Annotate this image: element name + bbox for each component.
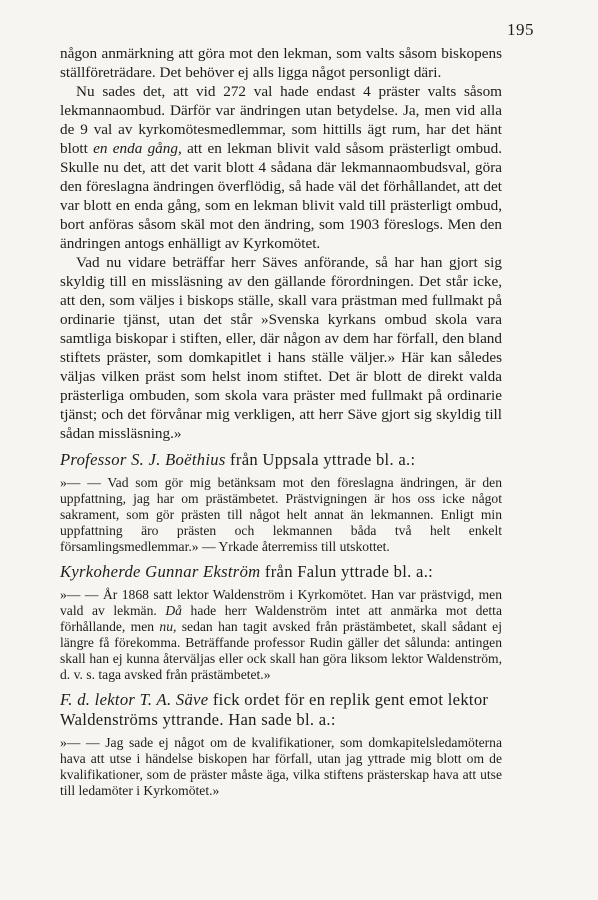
paragraph-continuation: någon anmärkning att göra mot den lekman, som valts såsom biskopens ställföreträdare. Det behöver ej alls ligga något personligt däri.	[60, 45, 502, 81]
speaker-name: Kyrkoherde Gunnar Ekström	[60, 562, 261, 581]
speaker-quote: »— — Jag sade ej något om de kvalifikationer, som domkapitelsledamöterna hava att utse i händelse biskopen har förfall, utan jag yttrade mig blott om de kvalifikationer, som de präster måste äga, vilka stiftens prästerskap hava att utse till ledamöter i Kyrkomötet.»	[60, 735, 502, 798]
emphasis-text: en enda gång,	[93, 140, 182, 157]
speaker-heading	[60, 450, 502, 470]
quote-text: »— — År 1868 satt lektor Waldenström i Kyrkomötet. Han var prästvigd, men vald av lekmän.	[60, 587, 502, 618]
emphasis-text: nu,	[159, 619, 177, 634]
speaker-name: F. d. lektor T. A. Säve	[60, 690, 209, 709]
speaker-quote	[60, 587, 502, 683]
speaker-intro: från Falun yttrade bl. a.:	[264, 562, 434, 581]
paragraph-text: att en lekman blivit vald såsom prästerligt ombud. Skulle nu det, att det varit blott 4 sådana där lekmannaombudsval, göra den föreslagna ändringen överflödig, så hade väl det förhållandet, att det var blott en enda gång, som en lekman blivit vald till prästerligt ombud, bort anföras såsom skäl mot den ändring, som 1903 föreslogs. Men den ändringen antogs enhälligt av Kyrkomötet.	[60, 140, 503, 252]
speaker-heading	[60, 562, 502, 582]
emphasis-text: Då	[165, 603, 182, 618]
paragraph-text: Nu sades det, att vid 272 val hade endast 4 präster valts såsom lekmannaombud. Därför var ändringen utan betydelse. Ja, men vid alla de 9 val av kyrkomötesmedlemmar, som hittills ägt rum, har det hänt blott	[60, 83, 502, 157]
speaker-intro: från Uppsala yttrade bl. a.:	[230, 450, 416, 469]
document-body	[60, 44, 502, 799]
quote-text: hade	[190, 603, 217, 618]
quote-text: sedan han tagit avsked från prästämbetet, skall sådant ej längre få förekomma. Beträffande professor Rudin gäller det sålunda: antingen skall han ej kunna återväljas eller ock skall han göra liksom lektor Waldenström, d. v. s. taga avsked från prästämbetet.»	[60, 619, 502, 682]
speaker-name: Professor S. J. Boëthius	[60, 450, 226, 469]
speaker-heading	[60, 690, 502, 730]
speaker-intro: fick ordet för en replik gent emot lektor Waldenströms yttrande. Han sade bl. a.:	[60, 690, 489, 729]
paragraph-misreading: Vad nu vidare beträffar herr Säves anförande, så har han gjort sig skyldig till en missläsning av den gällande förordningen. Det står icke, att den, som väljes i biskops ställe, skall vara prästman med fullmakt på ordinarie tjänst, utan det står »Svenska kyrkans ombud skola vara samtliga biskopar i stiften, eller, där någon av dem har förfall, den bland stiftets präster, som domkapitlet i hans ställe väljer.» Här kan således väljas vilken präst som helst inom stiftet. Det är blott de direkt valda prästerliga ombuden, som skola vara präster med fullmakt på ordinarie tjänst; och det förvånar mig verkligen, att herr Säve gjort sig skyldig till sådan missläsning.»	[60, 254, 502, 442]
quote-text: herr Waldenström intet att anmärka mot detta förhållande, men	[60, 603, 502, 634]
speaker-quote: »— — Vad som gör mig betänksam mot den föreslagna ändringen, är den uppfattning, jag har om prästämbetet. Prästvigningen är hos oss icke något sakrament, som gör prästen till något helt annat än lekmannen. Enligt min uppfattning äro prästen och lekmannen båda två helt enkelt församlingsmedlemmar.» — Yrkade återremiss till utskottet.	[60, 475, 502, 554]
paragraph-lay-delegates	[60, 82, 502, 253]
page-number: 195	[507, 20, 534, 39]
